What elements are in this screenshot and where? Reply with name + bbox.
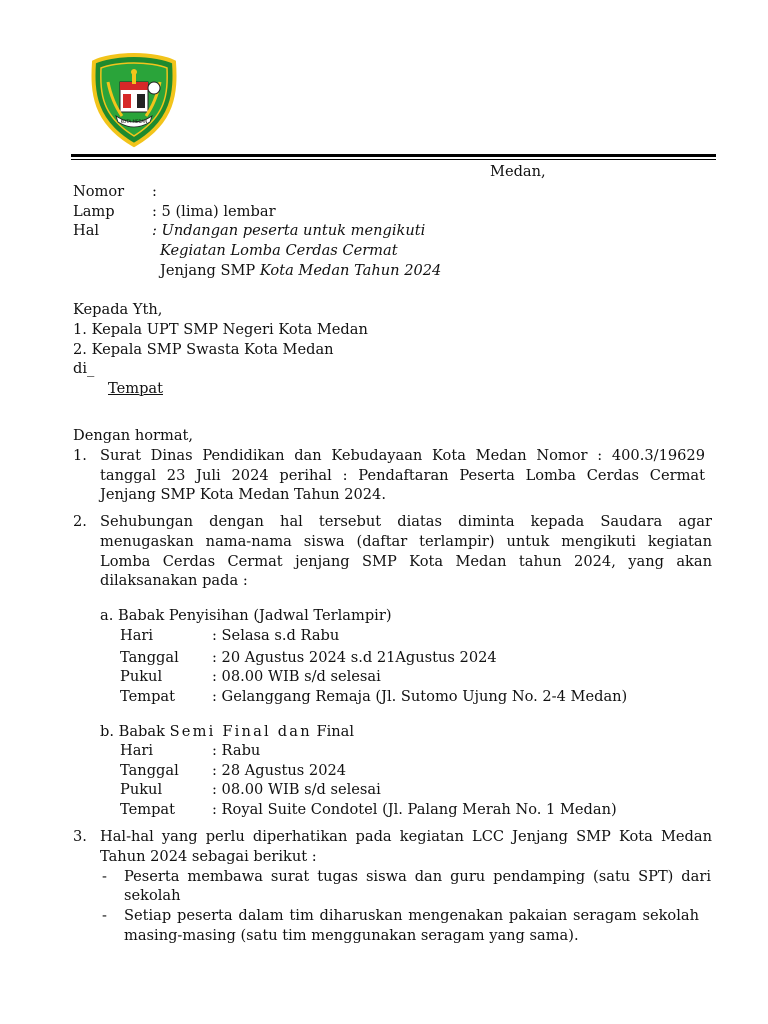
schedule-a-hari-value: : Selasa s.d Rabu <box>212 627 340 644</box>
emblem-banner-text: KOTA MEDAN <box>120 119 148 124</box>
schedule-b-title-b: Semi Final dan <box>169 723 312 740</box>
hal-line-3-a: Jenjang SMP <box>160 262 256 279</box>
lamp-label: Lamp <box>73 203 115 220</box>
paragraph-2-line-4: dilaksanakan pada : <box>100 572 248 589</box>
schedule-b-tempat-label: Tempat <box>120 801 175 818</box>
hal-line-3-b: Kota Medan Tahun 2024 <box>259 262 442 279</box>
paragraph-2-line-3: Lomba Cerdas Cermat jenjang SMP Kota Medan tahun 2024, yang akan <box>100 553 712 570</box>
schedule-a-tempat-label: Tempat <box>120 688 175 705</box>
opening-salutation: Dengan hormat, <box>73 427 194 444</box>
hal-label: Hal <box>73 222 100 239</box>
letterhead-rule <box>71 154 716 157</box>
schedule-b-pukul-label: Pukul <box>120 781 163 798</box>
schedule-b-pukul-value: : 08.00 WIB s/d selesai <box>212 781 381 798</box>
paragraph-3-line-2: Tahun 2024 sebagai berikut : <box>100 848 317 865</box>
hal-line-1: : Undangan peserta untuk mengikuti <box>152 222 426 239</box>
recipient-item-2: 2. Kepala SMP Swasta Kota Medan <box>73 341 334 358</box>
schedule-a-title: a. Babak Penyisihan (Jadwal Terlampir) <box>100 607 392 624</box>
paragraph-1-line-3: Jenjang SMP Kota Medan Tahun 2024. <box>100 486 386 503</box>
schedule-b-title <box>100 723 354 740</box>
paragraph-2-number: 2. <box>73 513 87 530</box>
hal-line-3 <box>160 262 441 279</box>
schedule-b-tanggal-label: Tanggal <box>120 762 179 779</box>
recipient-di: di_ <box>73 360 95 377</box>
letterhead-rule-thin <box>71 159 716 160</box>
paragraph-1-number: 1. <box>73 447 87 464</box>
bullet-1-line-1: Peserta membawa surat tugas siswa dan guru pendamping (satu SPT) dari <box>124 868 711 885</box>
paragraph-1-line-2: tanggal 23 Juli 2024 perihal : Pendaftaran Peserta Lomba Cerdas Cermat <box>100 467 705 484</box>
paragraph-2-line-2: menugaskan nama-nama siswa (daftar terlampir) untuk mengikuti kegiatan <box>100 533 712 550</box>
bullet-2-line-2: masing-masing (satu tim menggunakan seragam yang sama). <box>124 927 579 944</box>
bullet-1-line-2: sekolah <box>124 887 181 904</box>
schedule-b-tempat-value: : Royal Suite Condotel (Jl. Palang Merah No. 1 Medan) <box>212 801 617 818</box>
paragraph-3-number: 3. <box>73 828 87 845</box>
schedule-a-hari-label: Hari <box>120 627 154 644</box>
nomor-value: : <box>152 183 157 200</box>
recipient-tempat: Tempat <box>108 380 163 397</box>
schedule-b-title-c: Final <box>316 723 355 740</box>
bullet-2-line-1: Setiap peserta dalam tim diharuskan mengenakan pakaian seragam sekolah <box>124 907 699 924</box>
schedule-b-tanggal-value: : 28 Agustus 2024 <box>212 762 347 779</box>
lamp-value: : 5 (lima) lembar <box>152 203 276 220</box>
kota-medan-emblem <box>88 52 180 148</box>
bullet-1-marker: - <box>102 868 107 885</box>
bullet-2-marker: - <box>102 907 107 924</box>
schedule-b-hari-value: : Rabu <box>212 742 261 759</box>
place-date: Medan, <box>490 163 546 180</box>
hal-line-2: Kegiatan Lomba Cerdas Cermat <box>160 242 398 259</box>
schedule-a-tanggal-value: : 20 Agustus 2024 s.d 21Agustus 2024 <box>212 649 497 666</box>
schedule-a-tanggal-label: Tanggal <box>120 649 179 666</box>
schedule-b-hari-label: Hari <box>120 742 154 759</box>
schedule-a-pukul-value: : 08.00 WIB s/d selesai <box>212 668 381 685</box>
schedule-a-pukul-label: Pukul <box>120 668 163 685</box>
paragraph-3-line-1: Hal-hal yang perlu diperhatikan pada kegiatan LCC Jenjang SMP Kota Medan <box>100 828 712 845</box>
recipient-greeting: Kepada Yth, <box>73 301 163 318</box>
paragraph-1-line-1: Surat Dinas Pendidikan dan Kebudayaan Kota Medan Nomor : 400.3/19629 <box>100 447 705 464</box>
schedule-a-tempat-value: : Gelanggang Remaja (Jl. Sutomo Ujung No. 2-4 Medan) <box>212 688 628 705</box>
nomor-label: Nomor <box>73 183 125 200</box>
schedule-b-title-a: b. Babak <box>100 723 165 740</box>
recipient-item-1: 1. Kepala UPT SMP Negeri Kota Medan <box>73 321 368 338</box>
paragraph-2-line-1: Sehubungan dengan hal tersebut diatas diminta kepada Saudara agar <box>100 513 712 530</box>
